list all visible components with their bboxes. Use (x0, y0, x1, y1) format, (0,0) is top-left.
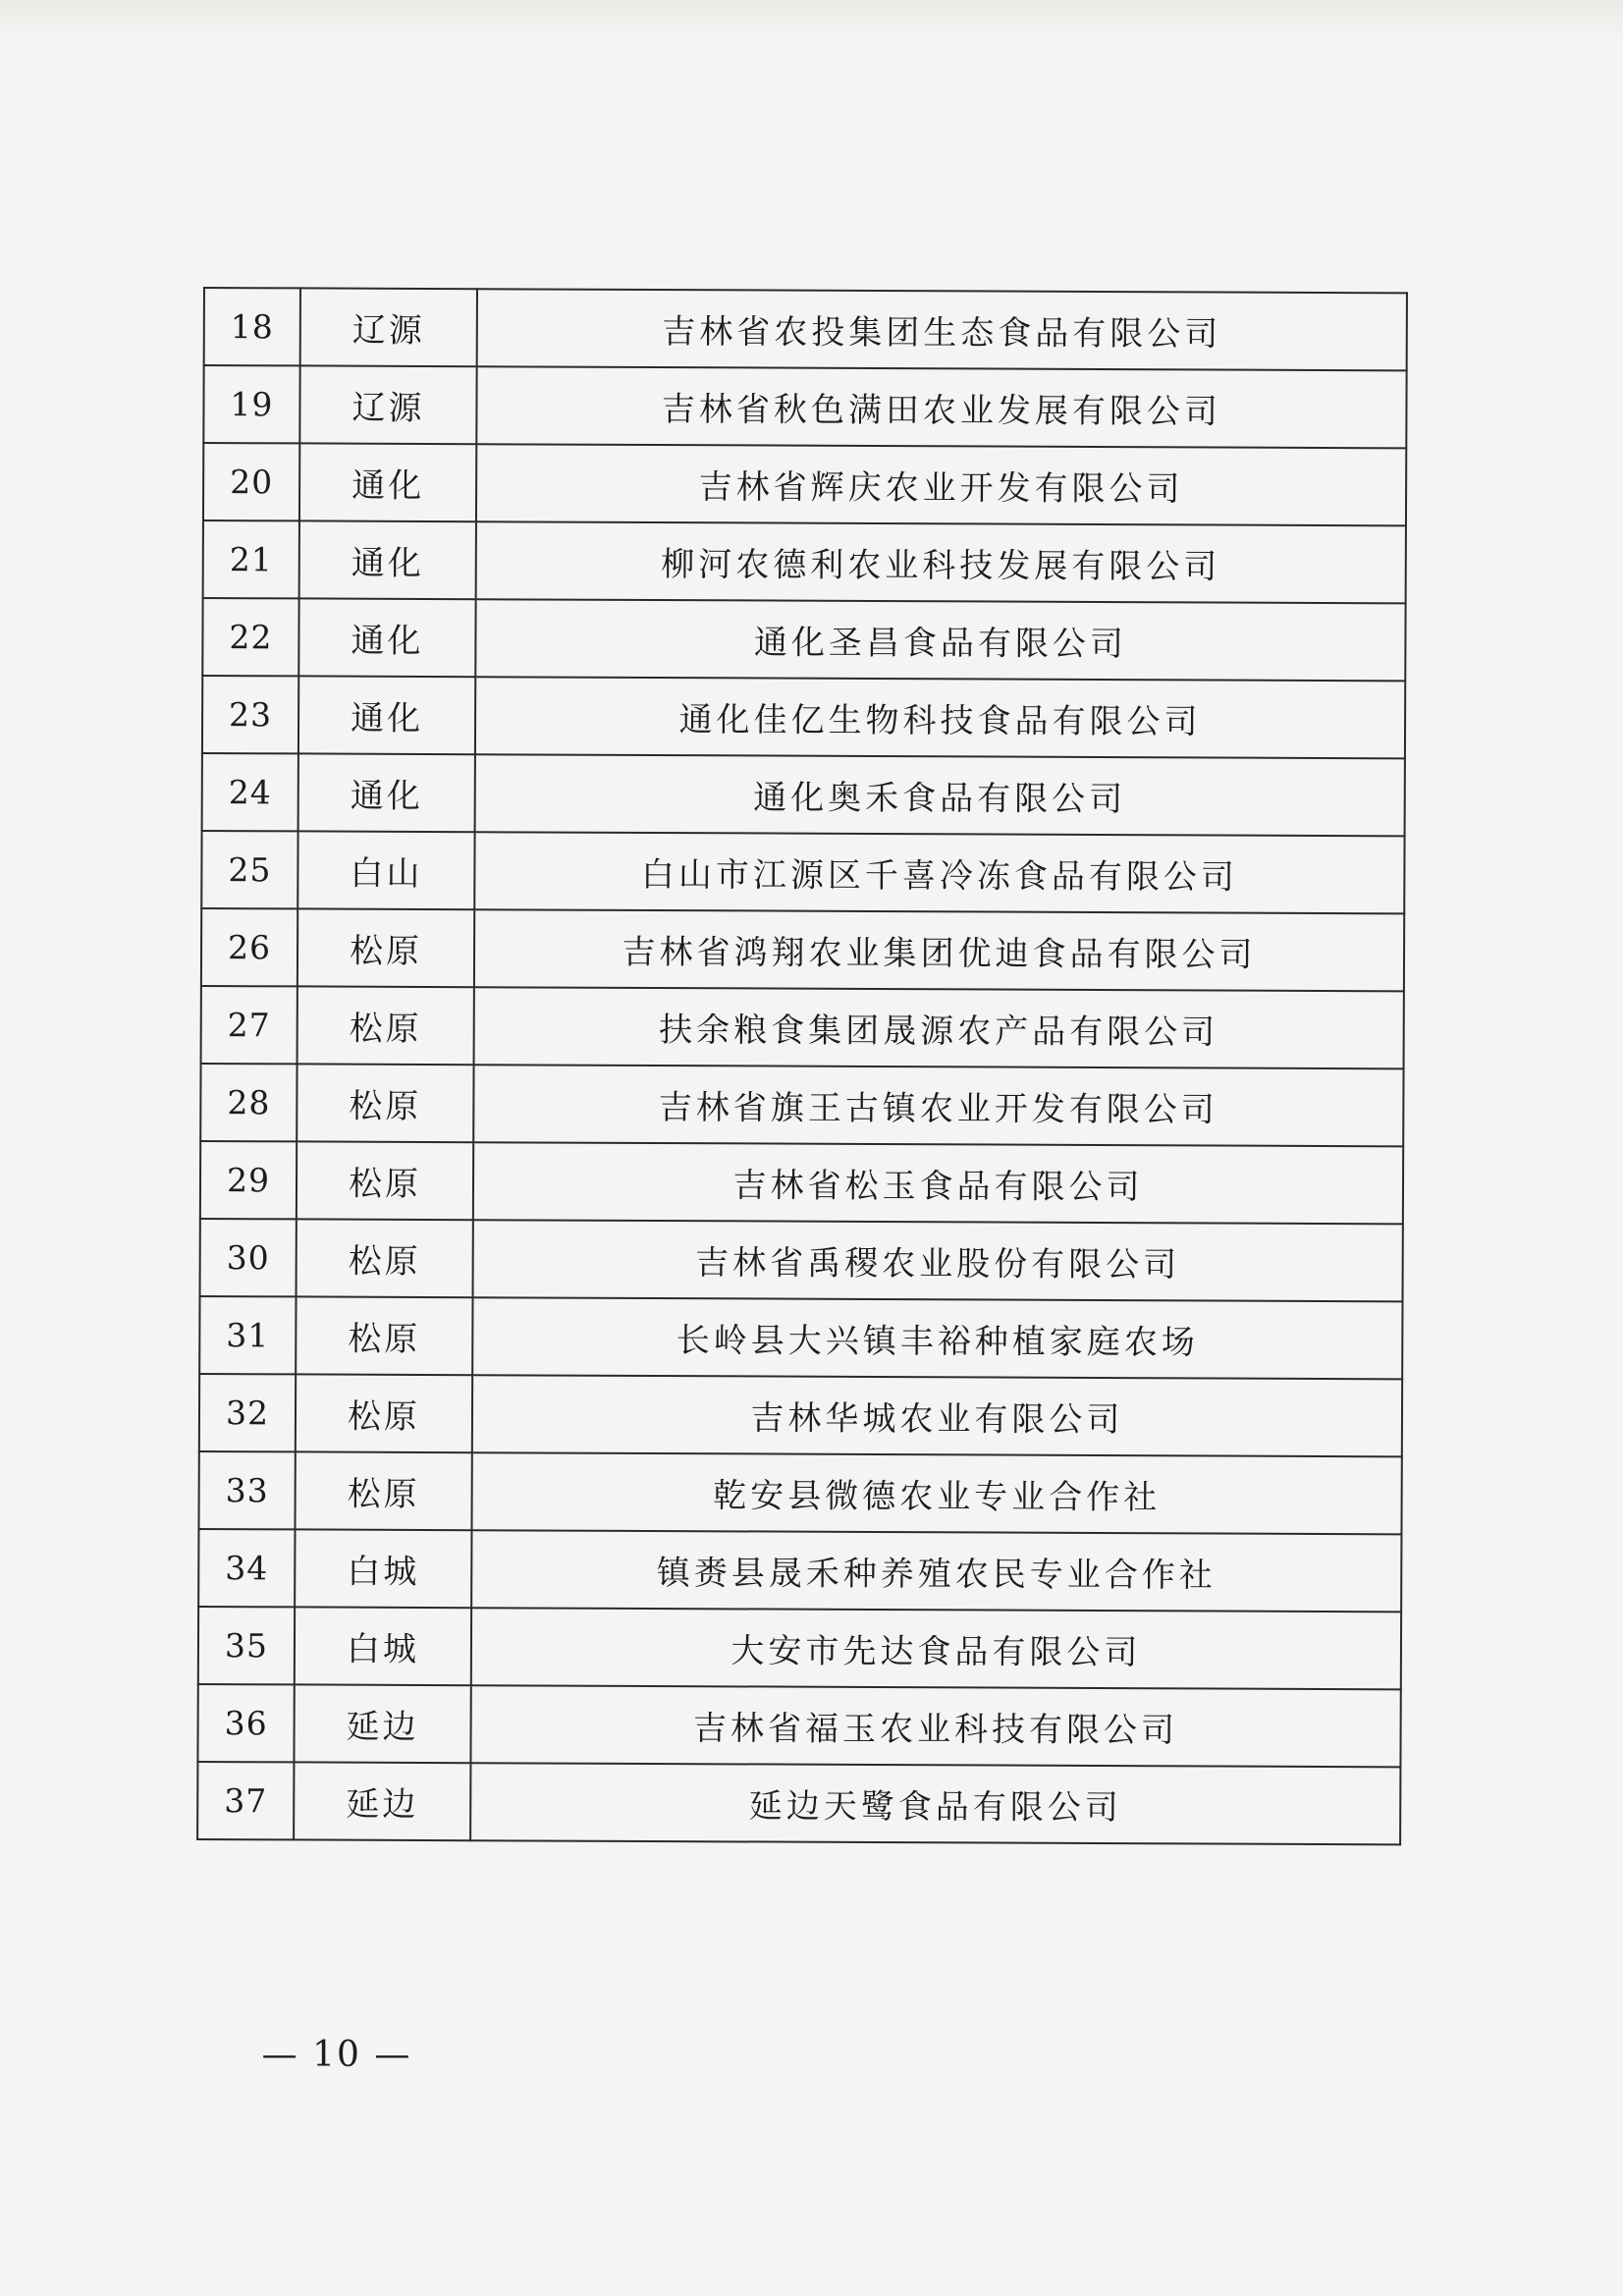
row-company: 吉林省辉庆农业开发有限公司 (476, 444, 1406, 525)
row-region: 松原 (296, 1374, 472, 1452)
table-row (201, 908, 1404, 991)
row-number: 32 (199, 1374, 296, 1451)
row-number: 26 (201, 908, 298, 986)
row-company: 白山市江源区千喜冷冻食品有限公司 (474, 832, 1404, 913)
row-region: 延边 (294, 1762, 470, 1840)
table-row (203, 443, 1406, 525)
row-number: 25 (201, 831, 298, 908)
row-region: 通化 (298, 753, 475, 832)
row-company: 大安市先达食品有限公司 (471, 1608, 1401, 1689)
row-number: 36 (197, 1684, 294, 1762)
table-row (202, 676, 1405, 758)
table-row (201, 986, 1404, 1068)
row-company: 长岭县大兴镇丰裕种植家庭农场 (472, 1297, 1402, 1379)
row-company: 吉林省鸿翔农业集团优迪食品有限公司 (474, 909, 1404, 991)
row-company: 吉林省旗王古镇农业开发有限公司 (473, 1065, 1403, 1146)
row-company: 吉林省松玉食品有限公司 (473, 1142, 1403, 1224)
row-number: 33 (198, 1451, 295, 1529)
row-region: 白城 (295, 1529, 471, 1608)
row-company: 延边天鹭食品有限公司 (470, 1763, 1400, 1844)
row-company: 通化奥禾食品有限公司 (475, 754, 1405, 836)
row-region: 通化 (299, 520, 476, 599)
row-region: 松原 (298, 986, 474, 1065)
table-row (202, 598, 1405, 681)
table-row (203, 365, 1406, 448)
table-row (202, 753, 1405, 836)
page-number: — 10 — (261, 2035, 412, 2075)
row-company: 吉林省秋色满田农业发展有限公司 (476, 366, 1406, 448)
row-company: 乾安县微德农业专业合作社 (471, 1452, 1401, 1534)
row-company: 通化圣昌食品有限公司 (475, 599, 1405, 681)
row-company: 通化佳亿生物科技食品有限公司 (475, 677, 1405, 758)
row-number: 34 (198, 1529, 295, 1607)
row-region: 通化 (299, 443, 476, 521)
row-number: 24 (202, 753, 298, 831)
company-list-table (196, 287, 1408, 1845)
row-region: 松原 (297, 1141, 473, 1220)
table-row (200, 1064, 1403, 1146)
table-row (200, 1219, 1403, 1301)
table-row (198, 1451, 1401, 1534)
table-row (199, 1296, 1402, 1379)
row-number: 22 (202, 598, 298, 676)
row-company: 吉林省禹稷农业股份有限公司 (473, 1220, 1403, 1301)
row-number: 20 (203, 443, 299, 520)
row-number: 31 (199, 1296, 296, 1374)
row-region: 辽源 (299, 365, 476, 444)
table-body (197, 288, 1407, 1844)
row-company: 吉林省农投集团生态食品有限公司 (477, 289, 1407, 370)
table-row (197, 1684, 1400, 1767)
table-row (200, 1141, 1403, 1224)
row-region: 松原 (296, 1296, 472, 1375)
row-number: 19 (203, 365, 299, 443)
row-number: 28 (200, 1064, 297, 1141)
row-region: 松原 (295, 1451, 471, 1530)
row-number: 29 (200, 1141, 297, 1219)
table-row (201, 831, 1404, 913)
row-company: 镇赉县晟禾种养殖农民专业合作社 (471, 1530, 1401, 1612)
row-company: 吉林华城农业有限公司 (472, 1375, 1402, 1456)
row-number: 18 (204, 288, 300, 365)
table-row (204, 288, 1407, 370)
row-region: 白山 (298, 831, 474, 909)
row-region: 辽源 (300, 288, 477, 366)
row-region: 松原 (298, 908, 474, 987)
row-region: 松原 (297, 1219, 473, 1297)
row-number: 30 (200, 1219, 297, 1296)
table-row (199, 1374, 1402, 1456)
row-number: 23 (202, 676, 298, 753)
row-number: 37 (197, 1762, 294, 1839)
row-number: 21 (203, 520, 299, 598)
table-row (197, 1762, 1400, 1844)
row-region: 通化 (298, 598, 475, 677)
row-company: 吉林省福玉农业科技有限公司 (470, 1685, 1400, 1767)
table-row (203, 520, 1406, 603)
table-row (198, 1607, 1401, 1689)
row-company: 柳河农德利农业科技发展有限公司 (476, 521, 1406, 603)
row-region: 延边 (294, 1684, 470, 1763)
row-region: 通化 (298, 676, 475, 754)
row-number: 35 (198, 1607, 295, 1684)
row-company: 扶余粮食集团晟源农产品有限公司 (474, 987, 1404, 1068)
scan-edge-shadow (0, 0, 1623, 39)
row-number: 27 (201, 986, 298, 1064)
table-row (198, 1529, 1401, 1612)
row-region: 白城 (295, 1607, 471, 1685)
row-region: 松原 (297, 1064, 473, 1142)
